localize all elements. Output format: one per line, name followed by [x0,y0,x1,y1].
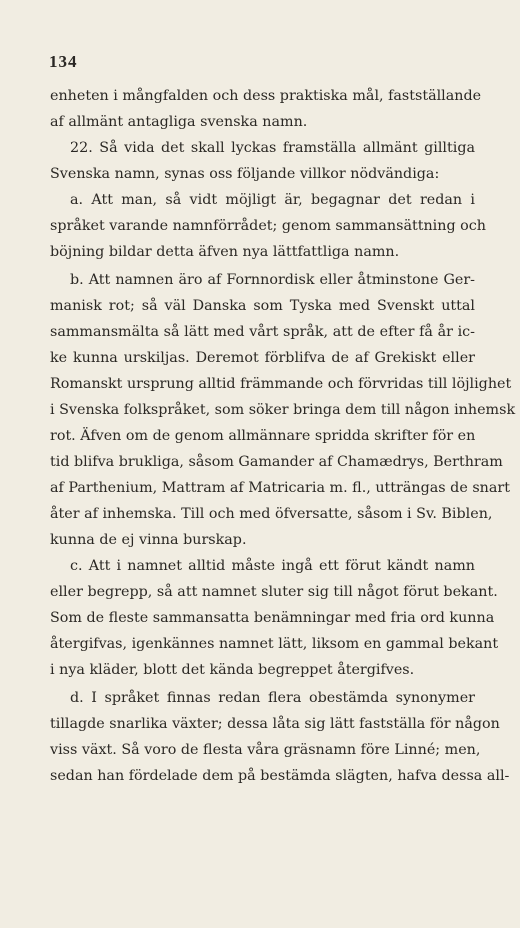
text-line: Som de fleste sammansatta benämningar med fria ord kunna [50,610,495,626]
text-line: återgifvas, igenkännes namnet lätt, liksom en gammal bekant [50,636,499,652]
text-line: viss växt. Så voro de flesta våra gräsnamn före Linné; men, [50,742,481,758]
text-line: sammansmälta så lätt med vårt språk, att de efter få år ic- [50,324,475,340]
text-line: böjning bildar detta äfven nya lättfattliga namn. [50,244,400,260]
text-line: d. I språket finnas redan flera obestämda synonymer [70,690,475,706]
text-line: kunna de ej vinna burskap. [50,532,247,548]
text-line: af allmänt antagliga svenska namn. [50,114,308,130]
text-line: Romanskt ursprung alltid främmande och förvridas till löjlighet [50,376,512,392]
text-line: manisk rot; så väl Danska som Tyska med Svenskt uttal [50,298,475,314]
page-number: 134 [49,52,78,71]
text-line: i Svenska folkspråket, som söker bringa dem till någon inhemsk [50,402,516,418]
text-line: sedan han fördelade dem på bestämda slägten, hafva dessa all- [50,768,510,784]
text-line: c. Att i namnet alltid måste ingå ett förut kändt namn [70,558,475,574]
text-line: Svenska namn, synas oss följande villkor nödvändiga: [50,166,440,182]
text-line: af Parthenium, Mattram af Matricaria m. fl., utträngas de snart [50,480,510,496]
text-line: eller begrepp, så att namnet sluter sig till något förut bekant. [50,584,498,600]
text-line: ke kunna urskiljas. Deremot förblifva de af Grekiskt eller [50,350,475,366]
text-line: enheten i mångfalden och dess praktiska mål, fastställande [50,88,482,104]
text-line: b. Att namnen äro af Fornnordisk eller åtminstone Ger- [70,272,475,288]
text-line: i nya kläder, blott det kända begreppet återgifves. [50,662,415,678]
text-line: språket varande namnförrådet; genom sammansättning och [50,218,486,234]
text-line: a. Att man, så vidt möjligt är, begagnar det redan i [70,192,475,208]
text-line: tillagde snarlika växter; dessa låta sig lätt fastställa för någon [50,716,500,732]
text-line: tid blifva brukliga, såsom Gamander af Chamædrys, Berthram [50,454,503,470]
text-line: 22. Så vida det skall lyckas framställa allmänt gilltiga [70,140,475,156]
text-line: rot. Äfven om de genom allmännare spridda skrifter för en [50,428,476,444]
text-line: åter af inhemska. Till och med öfversatte, såsom i Sv. Biblen, [50,506,493,522]
